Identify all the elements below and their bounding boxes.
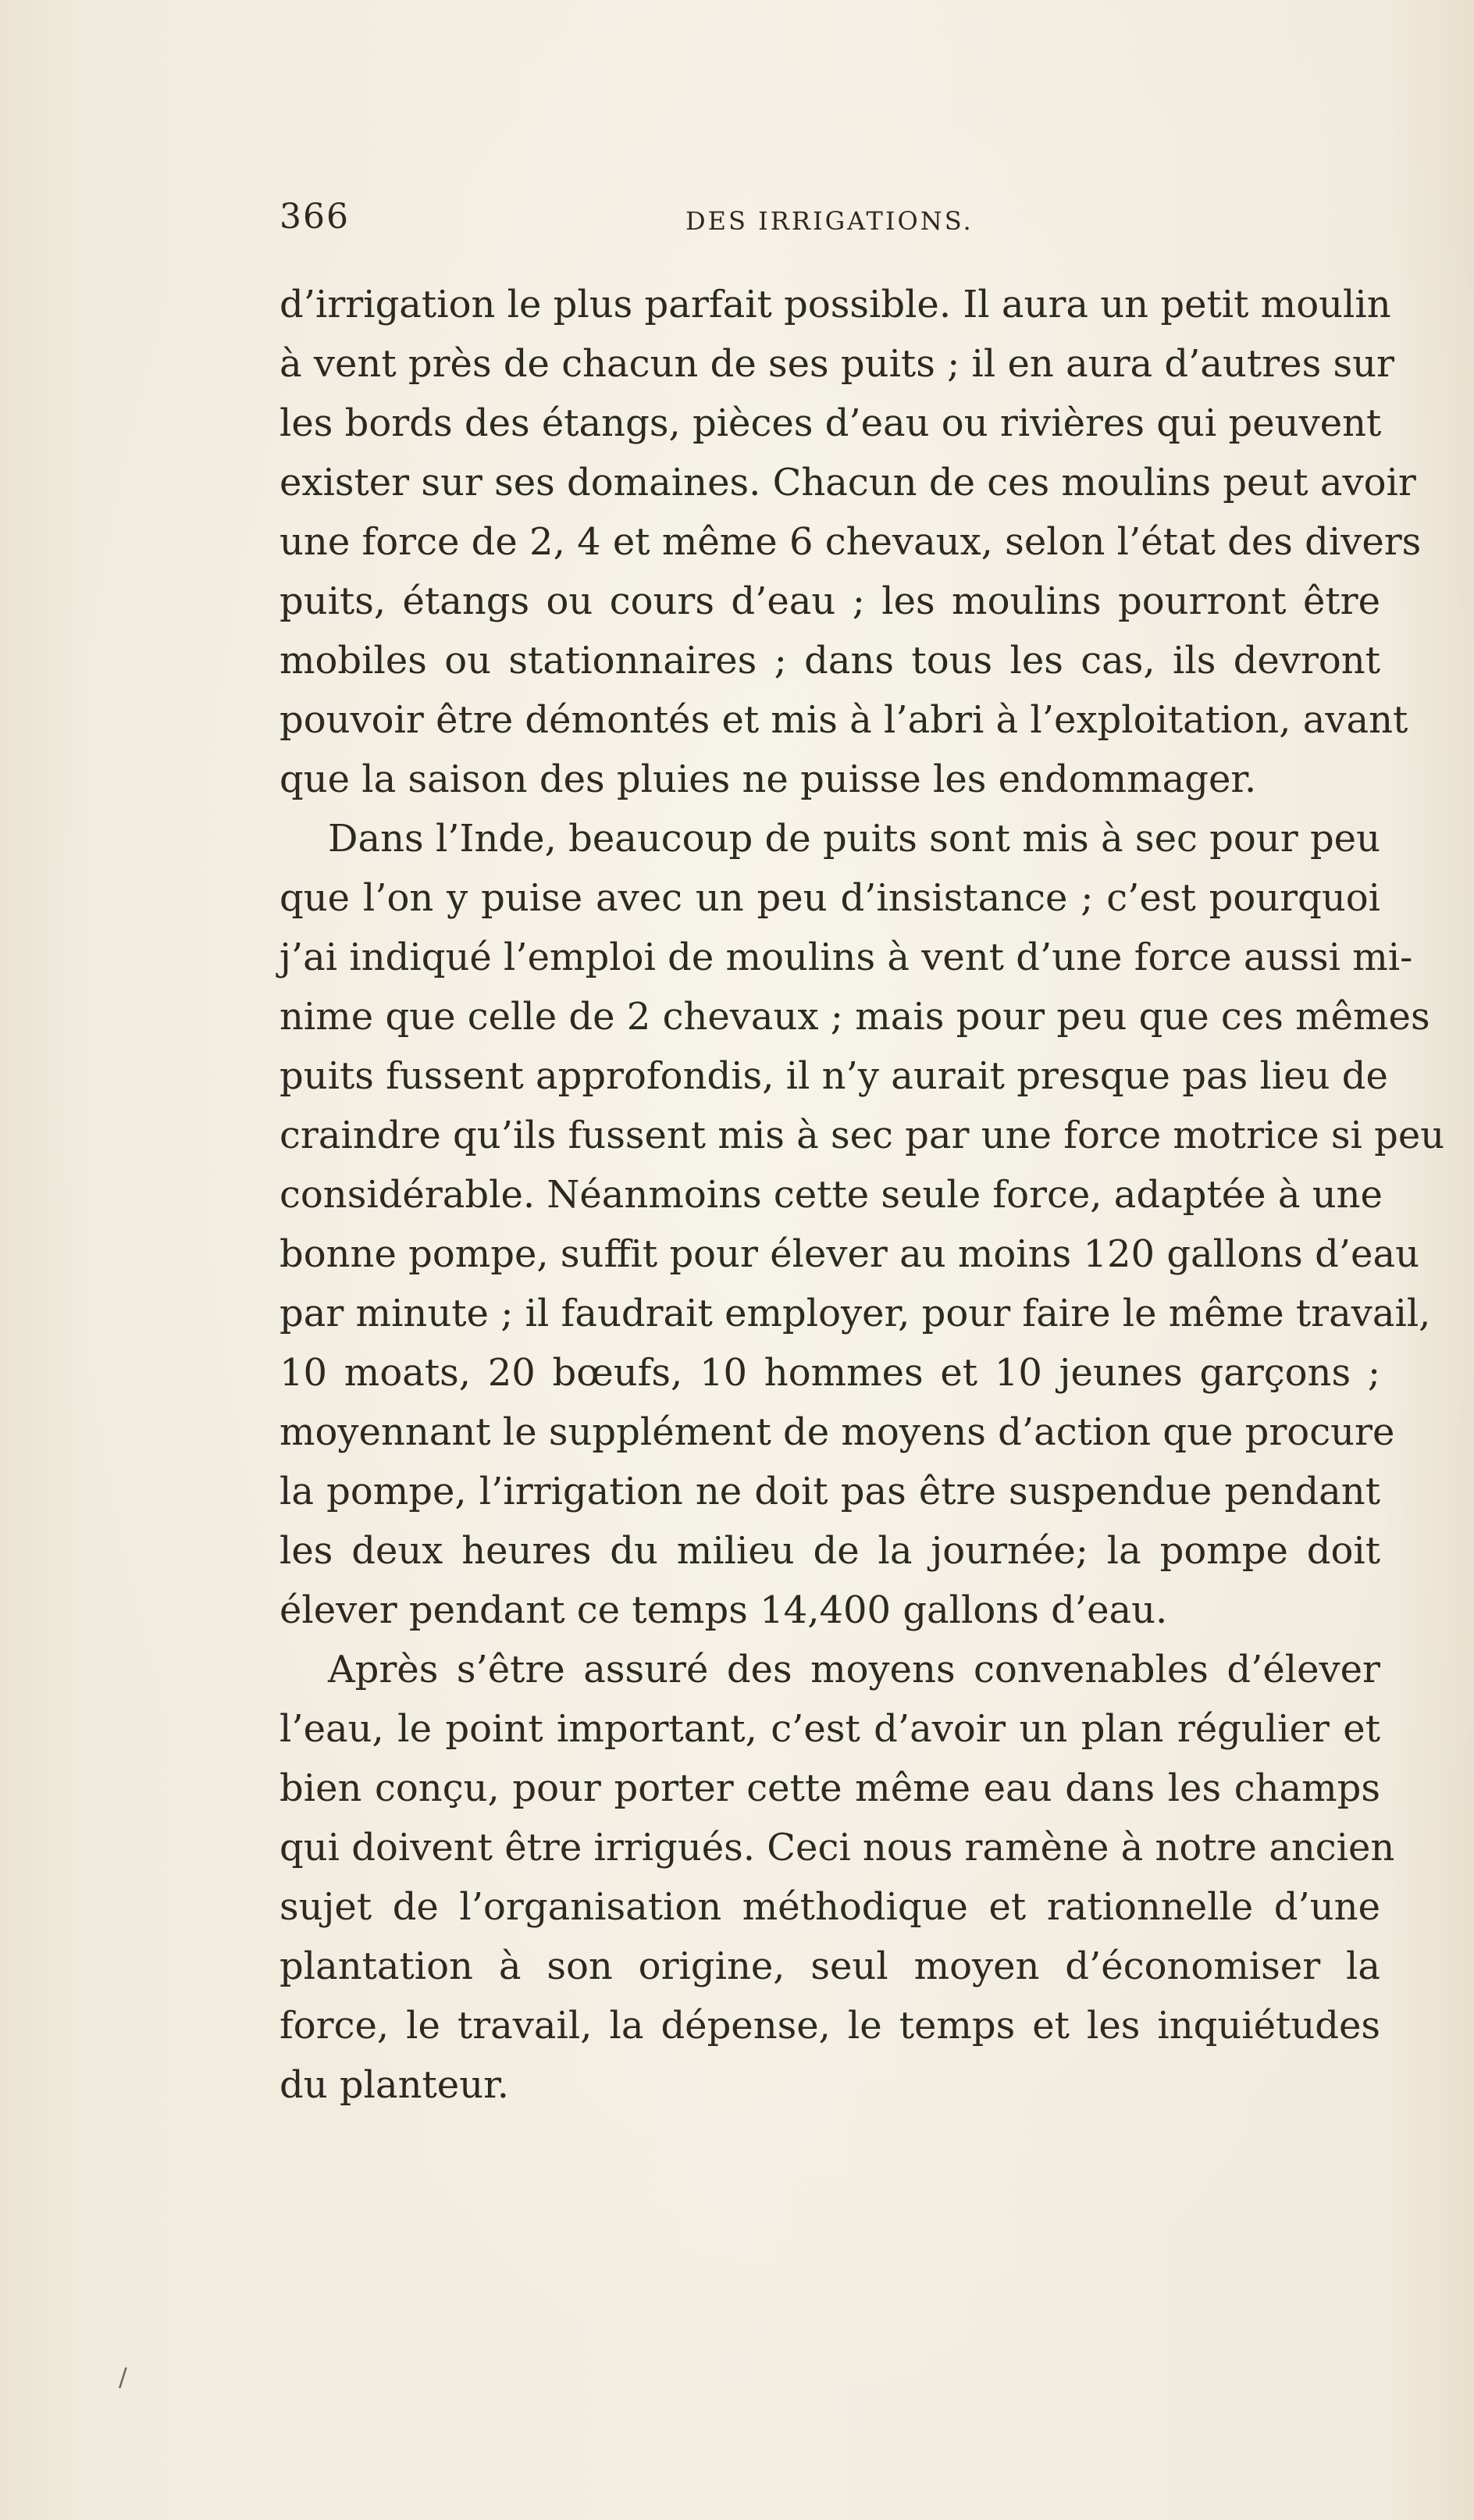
paragraph-start-line: Après s’être assuré des moyens convenables d’élever <box>328 1648 1380 1691</box>
text-line: puits, étangs ou cours d’eau ; les moulins pourront être <box>279 579 1380 623</box>
text-line: nime que celle de 2 chevaux ; mais pour peu que ces mêmes <box>279 995 1430 1039</box>
text-line: mobiles ou stationnaires ; dans tous les cas, ils devront <box>279 639 1380 683</box>
text-line: bonne pompe, suffit pour élever au moins 120 gallons d’eau <box>279 1232 1419 1276</box>
text-line: craindre qu’ils fussent mis à sec par une force motrice si peu <box>279 1114 1445 1157</box>
text-line: l’eau, le point important, c’est d’avoir un plan régulier et <box>279 1707 1380 1751</box>
text-line: par minute ; il faudrait employer, pour faire le même travail, <box>279 1292 1431 1335</box>
page-number: 366 <box>279 197 350 237</box>
text-line: pouvoir être démontés et mis à l’abri à l’exploitation, avant <box>279 698 1408 742</box>
text-line: d’irrigation le plus parfait possible. Il aura un petit moulin <box>279 283 1391 326</box>
paragraph-end-line: que la saison des pluies ne puisse les endommager. <box>279 757 1257 801</box>
text-line: puits fussent approfondis, il n’y aurait presque pas lieu de <box>279 1054 1388 1098</box>
text-line: sujet de l’organisation méthodique et rationnelle d’une <box>279 1885 1380 1929</box>
page-header <box>279 197 1373 244</box>
text-line: j’ai indiqué l’emploi de moulins à vent d’une force aussi mi- <box>279 936 1413 979</box>
stray-pencil-mark: / <box>119 2362 127 2392</box>
text-line: plantation à son origine, seul moyen d’économiser la <box>279 1944 1380 1988</box>
text-line: une force de 2, 4 et même 6 chevaux, selon l’état des divers <box>279 520 1422 564</box>
text-line: bien conçu, pour porter cette même eau dans les champs <box>279 1766 1380 1810</box>
text-line: les deux heures du milieu de la journée; la pompe doit <box>279 1529 1380 1573</box>
text-line: à vent près de chacun de ses puits ; il en aura d’autres sur <box>279 342 1394 386</box>
paragraph-end-line: du planteur. <box>279 2063 510 2107</box>
text-line: considérable. Néanmoins cette seule force, adaptée à une <box>279 1173 1383 1217</box>
text-line: 10 moats, 20 bœufs, 10 hommes et 10 jeunes garçons ; <box>279 1351 1380 1395</box>
running-head: DES IRRIGATIONS. <box>685 206 974 236</box>
body-text <box>279 275 1445 2115</box>
paragraph-end-line: élever pendant ce temps 14,400 gallons d’eau. <box>279 1588 1168 1632</box>
text-line: moyennant le supplément de moyens d’action que procure <box>279 1410 1395 1454</box>
text-line: la pompe, l’irrigation ne doit pas être suspendue pendant <box>279 1470 1380 1513</box>
text-line: force, le travail, la dépense, le temps et les inquiétudes <box>279 2004 1380 2048</box>
text-line: exister sur ses domaines. Chacun de ces moulins peut avoir <box>279 461 1416 504</box>
text-line: les bords des étangs, pièces d’eau ou rivières qui peuvent <box>279 401 1382 445</box>
text-line: que l’on y puise avec un peu d’insistance ; c’est pourquoi <box>279 876 1380 920</box>
text-line: qui doivent être irrigués. Ceci nous ramène à notre ancien <box>279 1826 1395 1870</box>
paragraph-start-line: Dans l’Inde, beaucoup de puits sont mis à sec pour peu <box>328 817 1380 861</box>
